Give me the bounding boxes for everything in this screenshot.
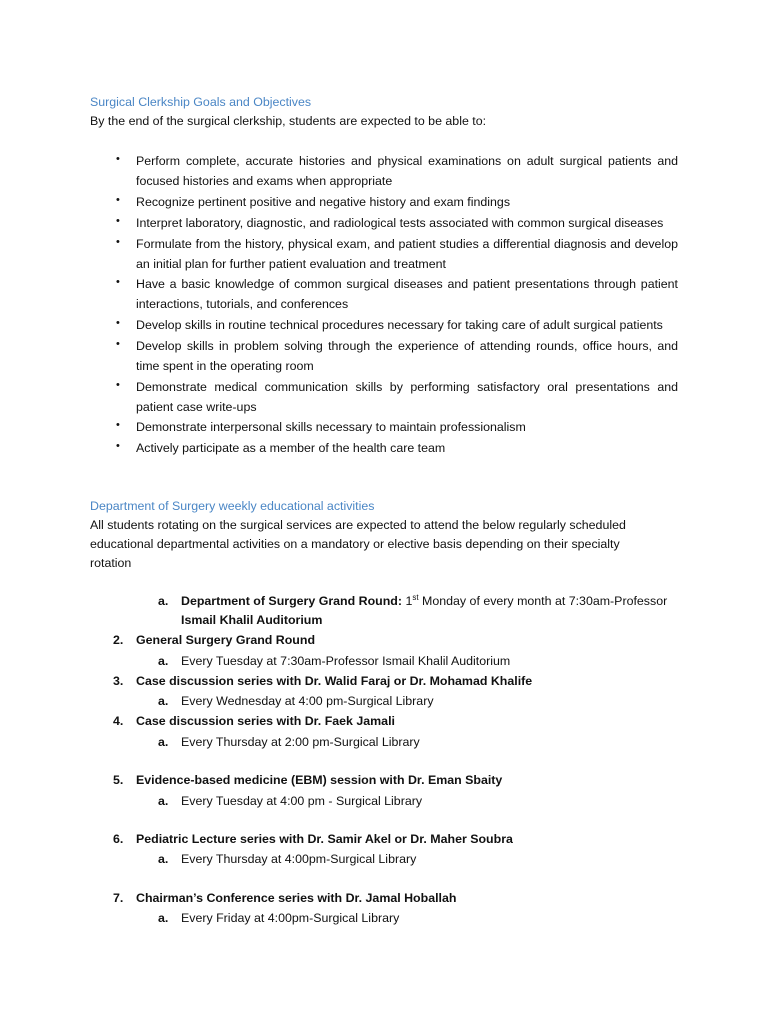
activities-intro-line: All students rotating on the surgical services are expected to attend the below regularly scheduled — [90, 518, 626, 532]
bullet-marker: • — [116, 440, 120, 452]
bullet-marker: • — [116, 338, 120, 350]
list-marker: a. — [158, 735, 169, 749]
goals-item: Develop skills in routine technical procedures necessary for taking care of adult surgical patients — [136, 318, 663, 332]
grand-round-ordinal: 1st — [405, 592, 419, 608]
list-marker: a. — [158, 852, 169, 866]
activity-schedule: Every Tuesday at 7:30am-Professor Ismail Khalil Auditorium — [181, 654, 511, 668]
goals-item: Demonstrate interpersonal skills necessary to maintain professionalism — [136, 420, 526, 434]
grand-round-location: Ismail Khalil Auditorium — [181, 613, 323, 627]
goals-item: Actively participate as a member of the health care team — [136, 441, 446, 455]
list-number: 3. — [113, 674, 124, 688]
activity-schedule: Every Friday at 4:00pm-Surgical Library — [181, 911, 400, 925]
list-marker: a. — [158, 794, 169, 808]
bullet-marker: • — [116, 236, 120, 248]
activity-schedule: Every Thursday at 4:00pm-Surgical Library — [181, 852, 417, 866]
activities-intro-line: educational departmental activities on a mandatory or elective basis depending on their specialty — [90, 537, 620, 551]
list-marker: a. — [158, 654, 169, 668]
goals-heading: Surgical Clerkship Goals and Objectives — [90, 95, 312, 109]
goals-intro: By the end of the surgical clerkship, students are expected to be able to: — [90, 114, 487, 128]
goals-item: Formulate from the history, physical exam, and patient studies a differential diagnosis and develop an initial plan for further patient evaluation and treatment — [136, 237, 678, 271]
bullet-marker: • — [116, 215, 120, 227]
list-number: 5. — [113, 773, 124, 787]
activity-title: Case discussion series with Dr. Walid Faraj or Dr. Mohamad Khalife — [136, 674, 533, 688]
bullet-marker: • — [116, 419, 120, 431]
activity-schedule: Every Tuesday at 4:00 pm - Surgical Library — [181, 794, 423, 808]
grand-round-item — [181, 594, 667, 608]
list-number: 7. — [113, 891, 124, 905]
bullet-marker: • — [116, 276, 120, 288]
activity-title: Chairman’s Conference series with Dr. Jamal Hoballah — [136, 891, 457, 905]
list-number: 4. — [113, 714, 124, 728]
activities-intro-line: rotation — [90, 556, 132, 570]
activity-schedule: Every Thursday at 2:00 pm-Surgical Library — [181, 735, 420, 749]
list-marker: a. — [158, 594, 169, 608]
goals-item: Demonstrate medical communication skills by performing satisfactory oral presentations and patient case write-ups — [136, 380, 678, 414]
activity-title: Evidence-based medicine (EBM) session with Dr. Eman Sbaity — [136, 773, 503, 787]
bullet-marker: • — [116, 379, 120, 391]
goals-item: Have a basic knowledge of common surgical diseases and patient presentations through patient interactions, tutorials, and conferences — [136, 277, 678, 311]
goals-item: Interpret laboratory, diagnostic, and radiological tests associated with common surgical diseases — [136, 216, 664, 230]
activity-title: Pediatric Lecture series with Dr. Samir Akel or Dr. Maher Soubra — [136, 832, 513, 846]
activity-title: General Surgery Grand Round — [136, 633, 316, 647]
bullet-marker: • — [116, 153, 120, 165]
list-marker: a. — [158, 694, 169, 708]
list-number: 6. — [113, 832, 124, 846]
bullet-marker: • — [116, 317, 120, 329]
activity-schedule: Every Wednesday at 4:00 pm-Surgical Library — [181, 694, 434, 708]
list-number: 2. — [113, 633, 124, 647]
bullet-marker: • — [116, 194, 120, 206]
grand-round-label: Department of Surgery Grand Round: — [181, 594, 402, 608]
goals-item: Recognize pertinent positive and negative history and exam findings — [136, 195, 511, 209]
goals-item: Develop skills in problem solving through the experience of attending rounds, office hours, and time spent in the operating room — [136, 339, 678, 373]
goals-item: Perform complete, accurate histories and physical examinations on adult surgical patients and focused histories and exams when appropriate — [136, 154, 678, 188]
activities-heading: Department of Surgery weekly educational activities — [90, 499, 375, 513]
list-marker: a. — [158, 911, 169, 925]
activity-title: Case discussion series with Dr. Faek Jamali — [136, 714, 395, 728]
grand-round-schedule: Monday of every month at 7:30am-Professor — [422, 594, 668, 608]
